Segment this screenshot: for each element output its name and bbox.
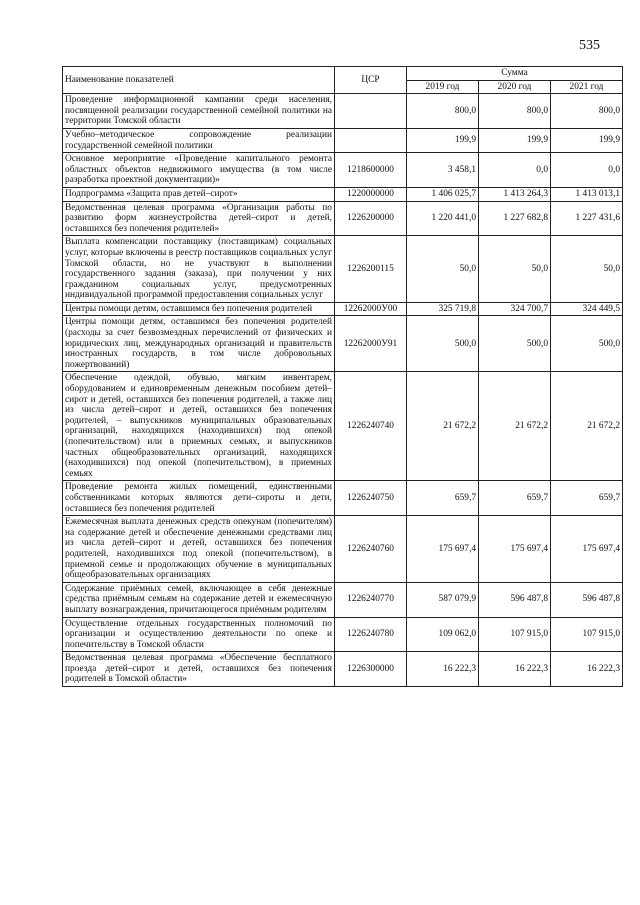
row-name: Обеспечение одеждой, обувью, мягким инвентарем, оборудованием и единовременным денежным пособием детей–сирот и детей, оставшихся без попечения родителей, а также лиц из числа детей–сирот и детей, оставшихся без попечения родителей, – выпускников муниципальных образовательных организаций, находящихся (находившихся) под опекой (попечительством) или в приемных семьях, и выпускников частных общеобразовательных организаций, находящихся (находившихся) под опекой (попечительством), в приемных семьях: [63, 372, 335, 481]
row-value-2020: 50,0: [479, 236, 551, 303]
row-value-2020: 500,0: [479, 316, 551, 372]
header-year-2020: 2020 год: [479, 80, 551, 94]
row-name: Подпрограмма «Защита прав детей–сирот»: [63, 187, 335, 201]
row-value-2020: 21 672,2: [479, 372, 551, 481]
row-value-2021: 199,9: [551, 128, 623, 152]
row-value-2020: 800,0: [479, 94, 551, 129]
row-name: Центры помощи детям, оставшимся без попечения родителей: [63, 302, 335, 316]
header-year-2019: 2019 год: [407, 80, 479, 94]
row-value-2021: 596 487,8: [551, 582, 623, 617]
row-value-2020: 659,7: [479, 481, 551, 516]
row-name: Ежемесячная выплата денежных средств опекунам (попечителям) на содержание детей и обеспечение денежными средствами лиц из числа детей–сирот и детей, оставшихся без попечения родителей, находившихся под опекой (попечительством), в приемной семье и продолжающих обучение в муниципальных общеобразовательных организациях: [63, 516, 335, 583]
row-value-2021: 500,0: [551, 316, 623, 372]
row-value-2020: 1 413 264,3: [479, 187, 551, 201]
table-row: [63, 201, 623, 236]
row-name: Центры помощи детям, оставшимся без попечения родителей (расходы за счет безвозмездных перечислений от физических и юридических лиц, международных организаций и правительств иностранных государств, в том числе добровольных пожертвований): [63, 316, 335, 372]
header-csr: ЦСР: [335, 67, 407, 94]
row-value-2019: 325 719,8: [407, 302, 479, 316]
row-csr: 1226240740: [335, 372, 407, 481]
row-value-2020: 175 697,4: [479, 516, 551, 583]
row-csr: 1226240750: [335, 481, 407, 516]
row-name: Проведение ремонта жилых помещений, единственными собственниками которых являются дети–сироты и дети, оставшиеся без попечения родителей: [63, 481, 335, 516]
row-name: Ведомственная целевая программа «Организация работы по развитию форм жизнеустройства детей–сирот и детей, оставшихся без попечения родителей»: [63, 201, 335, 236]
row-value-2019: 587 079,9: [407, 582, 479, 617]
table-row: [63, 617, 623, 652]
row-value-2021: 1 227 431,6: [551, 201, 623, 236]
row-value-2019: 109 062,0: [407, 617, 479, 652]
header-year-2021: 2021 год: [551, 80, 623, 94]
row-csr: 1226200000: [335, 201, 407, 236]
row-value-2020: 324 700,7: [479, 302, 551, 316]
row-value-2021: 50,0: [551, 236, 623, 303]
row-value-2021: 16 222,3: [551, 652, 623, 687]
row-csr: [335, 128, 407, 152]
row-value-2020: 596 487,8: [479, 582, 551, 617]
row-csr: 1226240770: [335, 582, 407, 617]
table-row: [63, 372, 623, 481]
row-name: Выплата компенсации поставщику (поставщикам) социальных услуг, которые включены в реестр поставщиков социальных услуг Томской области, но не участвуют в выполнении государственного задания (заказа), при получении у них гражданином социальных услуг, предусмотренных индивидуальной программой предоставления социальных услуг: [63, 236, 335, 303]
table-row: [63, 236, 623, 303]
table-row: [63, 187, 623, 201]
row-value-2020: 107 915,0: [479, 617, 551, 652]
header-sum: Сумма: [407, 67, 623, 81]
table-body: [63, 94, 623, 687]
row-value-2021: 324 449,5: [551, 302, 623, 316]
row-value-2019: 800,0: [407, 94, 479, 129]
row-value-2021: 175 697,4: [551, 516, 623, 583]
row-value-2019: 1 220 441,0: [407, 201, 479, 236]
row-csr: 1218600000: [335, 153, 407, 188]
table-row: [63, 316, 623, 372]
table-row: [63, 481, 623, 516]
row-value-2019: 21 672,2: [407, 372, 479, 481]
row-csr: 1226300000: [335, 652, 407, 687]
row-csr: 12262000У91: [335, 316, 407, 372]
row-value-2019: 16 222,3: [407, 652, 479, 687]
row-name: Учебно–методическое сопровождение реализации государственной семейной политики: [63, 128, 335, 152]
row-csr: 1220000000: [335, 187, 407, 201]
row-value-2020: 1 227 682,8: [479, 201, 551, 236]
header-name: Наименование показателей: [63, 67, 335, 94]
table-row: [63, 582, 623, 617]
row-value-2019: 50,0: [407, 236, 479, 303]
table-row: [63, 128, 623, 152]
row-value-2020: 0,0: [479, 153, 551, 188]
table-row: [63, 94, 623, 129]
row-value-2019: 500,0: [407, 316, 479, 372]
row-name: Содержание приёмных семей, включающее в себя денежные средства приёмным семьям на содержание детей и ежемесячную выплату вознаграждения, причитающегося приёмным родителям: [63, 582, 335, 617]
row-value-2020: 16 222,3: [479, 652, 551, 687]
row-name: Основное мероприятие «Проведение капитального ремонта областных объектов недвижимого имущества (в том числе разработка проектной документации)»: [63, 153, 335, 188]
row-name: Проведение информационной кампании среди населения, посвященной реализации государственной семейной политики на территории Томской области: [63, 94, 335, 129]
row-name: Осуществление отдельных государственных полномочий по организации и осуществлению деятельности по опеке и попечительству в Томской области: [63, 617, 335, 652]
row-csr: 1226240780: [335, 617, 407, 652]
row-value-2021: 107 915,0: [551, 617, 623, 652]
row-value-2021: 800,0: [551, 94, 623, 129]
row-value-2021: 21 672,2: [551, 372, 623, 481]
row-csr: 12262000У00: [335, 302, 407, 316]
row-value-2021: 659,7: [551, 481, 623, 516]
row-csr: 1226240760: [335, 516, 407, 583]
page-number: 535: [579, 38, 600, 53]
row-value-2021: 1 413 013,1: [551, 187, 623, 201]
row-value-2019: 199,9: [407, 128, 479, 152]
row-value-2019: 175 697,4: [407, 516, 479, 583]
row-csr: [335, 94, 407, 129]
row-value-2021: 0,0: [551, 153, 623, 188]
table-row: [63, 302, 623, 316]
row-csr: 1226200115: [335, 236, 407, 303]
header-row: [63, 67, 623, 81]
budget-table: [62, 66, 623, 687]
row-value-2019: 3 458,1: [407, 153, 479, 188]
row-name: Ведомственная целевая программа «Обеспечение бесплатного проезда детей–сирот и детей, оставшихся без попечения родителей в Томской области»: [63, 652, 335, 687]
table-row: [63, 516, 623, 583]
row-value-2019: 1 406 025,7: [407, 187, 479, 201]
row-value-2020: 199,9: [479, 128, 551, 152]
table-row: [63, 652, 623, 687]
table-row: [63, 153, 623, 188]
row-value-2019: 659,7: [407, 481, 479, 516]
